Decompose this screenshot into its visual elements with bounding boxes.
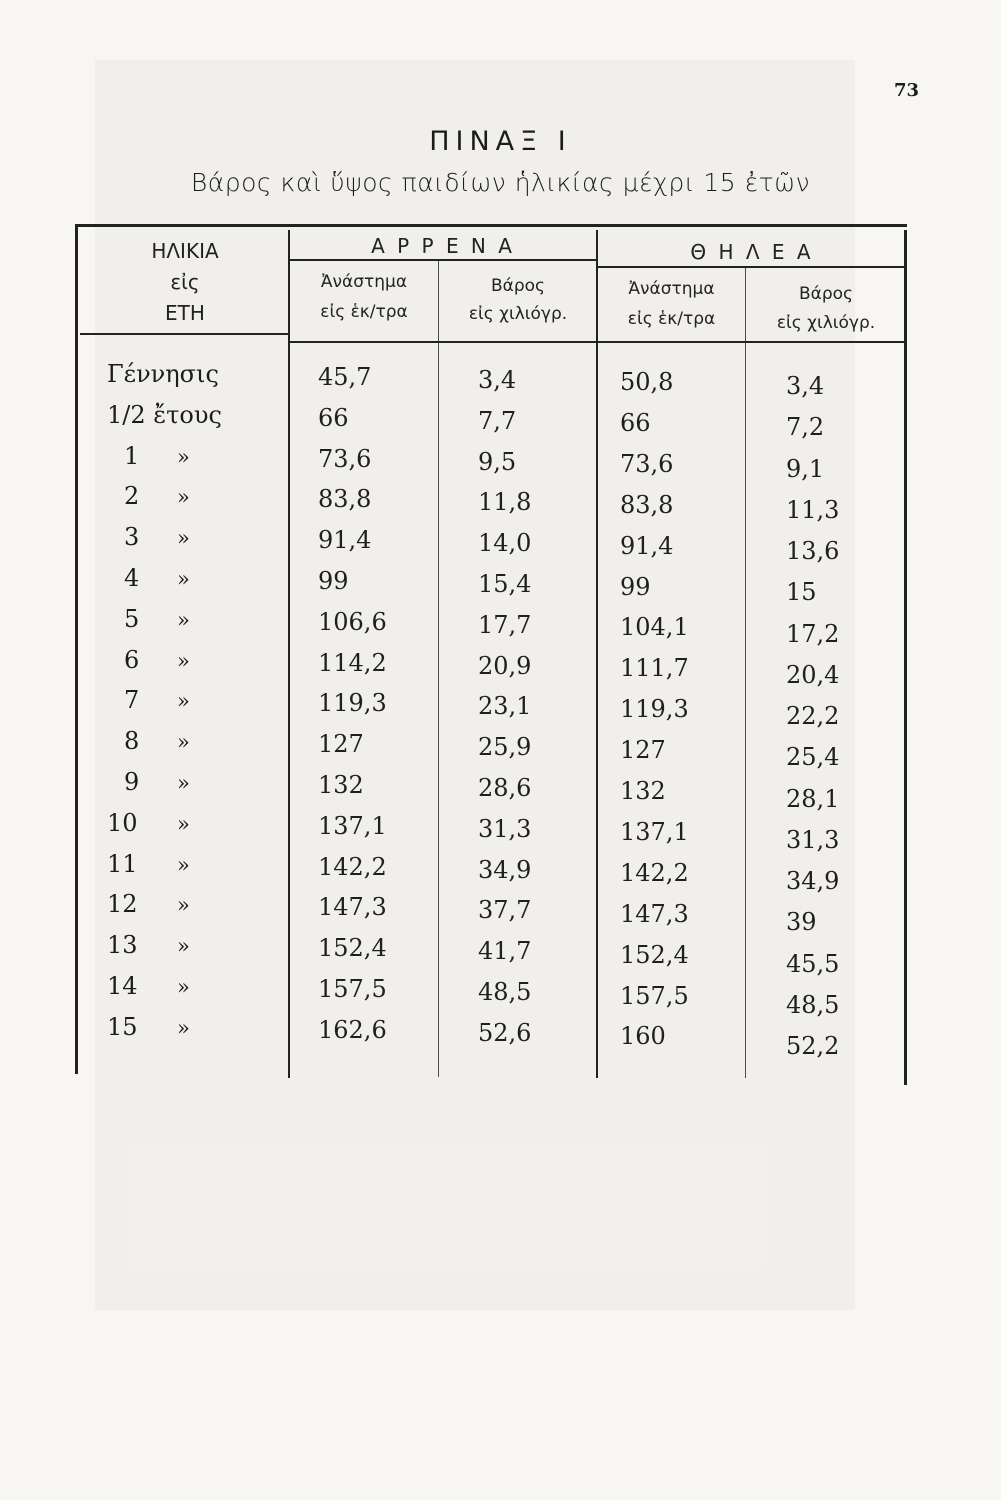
male-height-header xyxy=(290,267,438,327)
ditto-mark: » xyxy=(177,444,190,469)
male-height-cell: 127 xyxy=(318,730,364,759)
male-height-cell: 147,3 xyxy=(318,893,387,922)
age-cell: 10 xyxy=(107,808,138,837)
header-bottom-rule xyxy=(80,333,290,335)
age-cell: 6 xyxy=(124,645,140,674)
male-height-cell: 162,6 xyxy=(318,1015,387,1044)
female-weight-cell: 52,2 xyxy=(786,1032,840,1060)
female-weight-header xyxy=(747,280,905,338)
female-weight-cell: 28,1 xyxy=(786,784,840,813)
male-weight-cell: 7,7 xyxy=(478,406,517,435)
male-height-cell: 137,1 xyxy=(318,811,387,840)
age-header-line2: εἰς xyxy=(170,270,200,294)
female-height-cell: 142,2 xyxy=(620,858,689,887)
male-height-cell: 132 xyxy=(318,771,364,799)
female-height-cell: 119,3 xyxy=(620,695,689,724)
age-cell: 11 xyxy=(107,849,138,878)
age-cell: 4 xyxy=(124,564,140,592)
ditto-mark: » xyxy=(177,934,190,959)
female-height-cell: 73,6 xyxy=(620,449,674,478)
age-cell: 12 xyxy=(107,890,138,919)
male-height-cell: 45,7 xyxy=(318,363,372,391)
ditto-mark: » xyxy=(177,485,190,510)
female-weight-header-line2: εἰς χιλιόγρ. xyxy=(776,313,876,333)
female-weight-cell: 3,4 xyxy=(786,372,825,400)
page-number: 73 xyxy=(893,80,919,101)
male-weight-header-line2: εἰς χιλιόγρ. xyxy=(468,304,568,324)
col-divider-1 xyxy=(288,230,290,1078)
male-weight-cell: 34,9 xyxy=(478,855,532,884)
male-height-cell: 142,2 xyxy=(318,852,387,881)
female-weight-cell: 20,4 xyxy=(786,660,840,689)
female-weight-cell: 17,2 xyxy=(786,619,840,648)
female-weight-cell: 9,1 xyxy=(786,454,825,483)
female-height-cell: 99 xyxy=(620,572,651,601)
ditto-mark: » xyxy=(177,893,190,918)
female-height-cell: 137,1 xyxy=(620,817,689,846)
female-height-header xyxy=(598,274,745,334)
male-group-rule xyxy=(288,259,598,261)
male-weight-cell: 48,5 xyxy=(478,978,532,1006)
age-cell: 1 xyxy=(124,441,140,470)
male-weight-cell: 17,7 xyxy=(478,610,532,639)
male-height-cell: 66 xyxy=(318,403,349,432)
female-height-cell: 152,4 xyxy=(620,940,689,969)
male-weight-header xyxy=(440,272,596,328)
age-cell: 9 xyxy=(124,768,140,796)
female-weight-cell: 7,2 xyxy=(786,413,825,442)
male-weight-cell: 3,4 xyxy=(478,366,517,394)
col-divider-4 xyxy=(745,266,746,1078)
male-weight-cell: 28,6 xyxy=(478,774,532,802)
female-height-cell: 66 xyxy=(620,408,651,437)
age-header-line3: ΕΤΗ xyxy=(165,301,205,325)
female-height-cell: 157,5 xyxy=(620,981,689,1010)
male-weight-cell: 41,7 xyxy=(478,937,532,966)
female-height-cell: 160 xyxy=(620,1022,666,1051)
male-height-cell: 114,2 xyxy=(318,648,387,677)
male-height-cell: 106,6 xyxy=(318,607,387,636)
female-group-header: Θ Η Λ Ε Α xyxy=(690,240,814,264)
table-left-rule xyxy=(75,224,78,1074)
male-weight-cell: 25,9 xyxy=(478,733,532,762)
table-right-rule xyxy=(904,230,907,1085)
ditto-mark: » xyxy=(177,567,190,591)
female-weight-cell: 48,5 xyxy=(786,990,840,1019)
male-weight-cell: 14,0 xyxy=(478,529,532,558)
male-height-cell: 119,3 xyxy=(318,689,387,718)
age-cell: 13 xyxy=(107,931,138,960)
female-weight-cell: 31,3 xyxy=(786,825,840,854)
ditto-mark: » xyxy=(177,648,190,673)
male-weight-cell: 9,5 xyxy=(478,447,517,476)
female-weight-cell: 15 xyxy=(786,578,817,607)
age-cell: 3 xyxy=(124,523,140,552)
age-cell: 7 xyxy=(124,686,140,715)
male-group-header: Α Ρ Ρ Ε Ν Α xyxy=(371,234,515,258)
ditto-mark: » xyxy=(177,771,190,795)
table-title: ΠΙΝΑΞ Ι xyxy=(429,126,572,157)
female-height-header-line2: εἰς ἑκ/τρα xyxy=(627,309,716,329)
male-height-header-line1: Ἀνάστημα xyxy=(320,272,408,292)
male-weight-cell: 52,6 xyxy=(478,1018,532,1047)
age-cell: 8 xyxy=(124,727,140,756)
female-height-cell: 91,4 xyxy=(620,531,674,560)
male-weight-cell: 20,9 xyxy=(478,651,532,680)
table-top-rule xyxy=(75,224,907,227)
female-weight-cell: 11,3 xyxy=(786,495,840,524)
female-weight-cell: 39 xyxy=(786,908,817,937)
ditto-mark: » xyxy=(177,975,190,999)
female-weight-header-line1: Βάρος xyxy=(798,284,854,304)
ditto-mark: » xyxy=(177,689,190,714)
age-cell: 2 xyxy=(124,482,140,511)
age-cell: Γέννησις xyxy=(107,360,219,388)
female-group-rule xyxy=(597,266,905,268)
female-height-cell: 50,8 xyxy=(620,368,674,396)
male-weight-cell: 31,3 xyxy=(478,814,532,843)
male-height-cell: 99 xyxy=(318,567,349,595)
female-weight-cell: 13,6 xyxy=(786,537,840,565)
female-height-cell: 147,3 xyxy=(620,899,689,928)
ditto-mark: » xyxy=(177,1015,190,1040)
male-weight-cell: 23,1 xyxy=(478,692,532,721)
age-cell: 14 xyxy=(107,972,138,1000)
age-cell: 15 xyxy=(107,1012,138,1041)
female-weight-cell: 34,9 xyxy=(786,867,840,895)
male-height-cell: 83,8 xyxy=(318,485,372,514)
male-height-cell: 91,4 xyxy=(318,526,372,555)
age-header xyxy=(100,236,270,329)
male-weight-header-line1: Βάρος xyxy=(490,276,546,296)
female-height-header-line1: Ἀνάστημα xyxy=(628,279,715,299)
ditto-mark: » xyxy=(177,526,190,551)
age-header-line1: ΗΛΙΚΙΑ xyxy=(151,239,219,263)
male-height-cell: 157,5 xyxy=(318,975,387,1003)
col-divider-3 xyxy=(596,230,598,1078)
female-height-cell: 127 xyxy=(620,736,666,765)
ditto-mark: » xyxy=(177,811,190,836)
female-height-cell: 132 xyxy=(620,777,666,805)
male-height-header-line2: εἰς ἑκ/τρα xyxy=(320,302,408,322)
female-height-cell: 83,8 xyxy=(620,490,674,519)
ditto-mark: » xyxy=(177,607,190,632)
female-height-cell: 111,7 xyxy=(620,654,689,683)
male-height-cell: 73,6 xyxy=(318,444,372,473)
male-weight-cell: 11,8 xyxy=(478,488,532,517)
female-weight-cell: 25,4 xyxy=(786,743,840,772)
col-divider-2 xyxy=(438,259,439,1077)
male-weight-cell: 15,4 xyxy=(478,570,532,598)
ditto-mark: » xyxy=(177,730,190,755)
male-height-cell: 152,4 xyxy=(318,934,387,963)
female-weight-cell: 22,2 xyxy=(786,702,840,730)
table-subtitle: Βάρος καὶ ὕψος παιδίων ἡλικίας μέχρι 15 ἐτῶν xyxy=(190,168,811,197)
age-cell: 1/2 ἔτους xyxy=(107,400,222,429)
ditto-mark: » xyxy=(177,852,190,877)
female-height-cell: 104,1 xyxy=(620,613,689,642)
female-weight-cell: 45,5 xyxy=(786,949,840,978)
male-weight-cell: 37,7 xyxy=(478,896,532,925)
age-cell: 5 xyxy=(124,604,140,633)
